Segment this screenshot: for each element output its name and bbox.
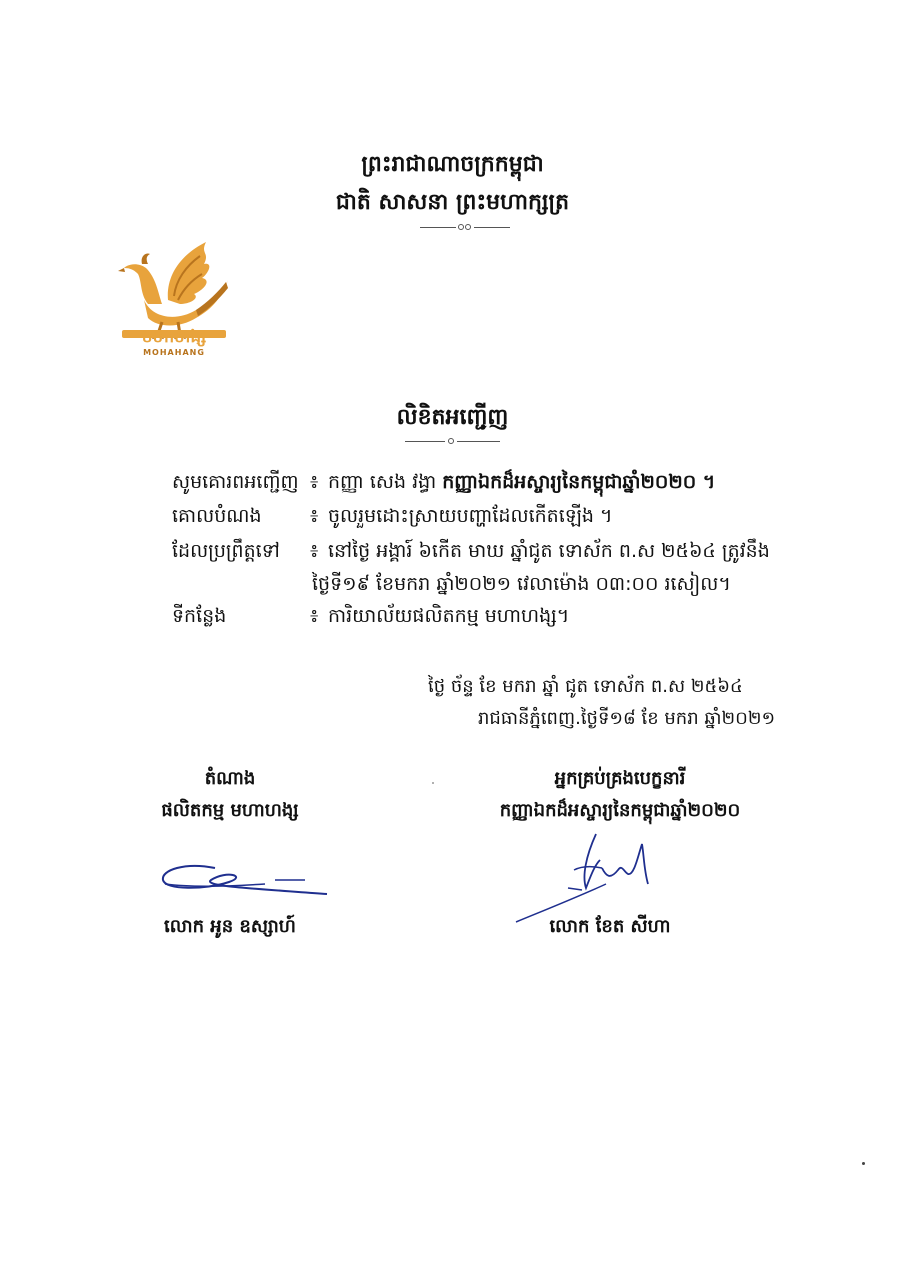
lunar-date: ថ្ងៃ ច័ន្ទ ខែ មករា ឆ្នាំ ជូត ទោស័ក ព.ស ២៥៦៤ [428,676,743,697]
row-schedule-sep: ៖ [310,540,319,562]
right-sign-name: លោក ខែត សីហា [549,916,671,937]
left-sign-name: លោក អូន ឧស្សាហ៍ [164,916,296,937]
right-signature [510,826,670,926]
title-ornament [405,438,500,444]
row-schedule-value: នៅថ្ងៃ អង្គារ៍ ៦កើត មាឃ ឆ្នាំជូត ទោស័ក ព.ស ២៥៦៤ ត្រូវនឹង [328,540,770,562]
row-invitee-label: សូមគោរពអញ្ជើញ [172,471,299,493]
row-purpose [172,504,872,532]
mohahang-logo [118,238,230,360]
document-title: លិខិតអញ្ជើញ [396,404,509,430]
row-schedule [172,539,872,567]
invitee-title: កញ្ញាឯកដ៏អស្ចារ្យនៃកម្ពុជាឆ្នាំ២០២០ ។ [442,471,716,493]
left-signature [155,858,345,908]
right-sign-org: កញ្ញាឯកដ៏អស្ចារ្យនៃកម្ពុជាឆ្នាំ២០២០ [499,800,741,821]
header-ornament [420,224,510,230]
row-invitee-value [328,470,715,498]
row-invitee-sep: ៖ [310,471,319,493]
row-schedule-label: ដែលប្រព្រឹត្តទៅ [172,540,280,562]
row-location-sep: ៖ [310,605,319,627]
row-location-label: ទីកន្លែង [172,605,227,627]
scan-speck [862,1162,865,1165]
row-location-value: ការិយាល័យផលិតកម្ម មហាហង្ស។ [328,605,570,627]
row-purpose-value: ចូលរួមដោះស្រាយបញ្ហាដែលកើតឡើង ។ [328,505,613,527]
solar-date: រាជធានីភ្នំពេញ.ថ្ងៃទី១៨ ខែ មករា ឆ្នាំ២០២១ [478,708,776,729]
logo-latin-text: MOHAHANG [143,348,205,357]
row-purpose-label: គោលបំណង [172,505,262,527]
kingdom-header: ព្រះរាជាណាចក្រកម្ពុជា [361,151,544,177]
row-location [172,604,872,632]
national-motto: ជាតិ សាសនា ព្រះមហាក្សត្រ [335,189,570,215]
left-sign-org: ផលិតកម្ម មហាហង្ស [161,800,299,821]
row-purpose-sep: ៖ [310,505,319,527]
invitee-name: កញ្ញា សេង វង្ធា [328,471,437,493]
right-sign-role: អ្នកគ្រប់គ្រងបេក្ខនារី [554,768,686,789]
logo-khmer-text: មហាហង្ស [141,327,207,347]
scan-speck [432,782,434,784]
row-schedule-line2: ថ្ងៃទី១៩ ខែមករា ឆ្នាំ២០២១ វេលាម៉ោង ០៣:០០ រសៀល។ [312,573,731,595]
left-sign-role: តំណាង [204,768,256,789]
row-invitee [172,470,872,498]
